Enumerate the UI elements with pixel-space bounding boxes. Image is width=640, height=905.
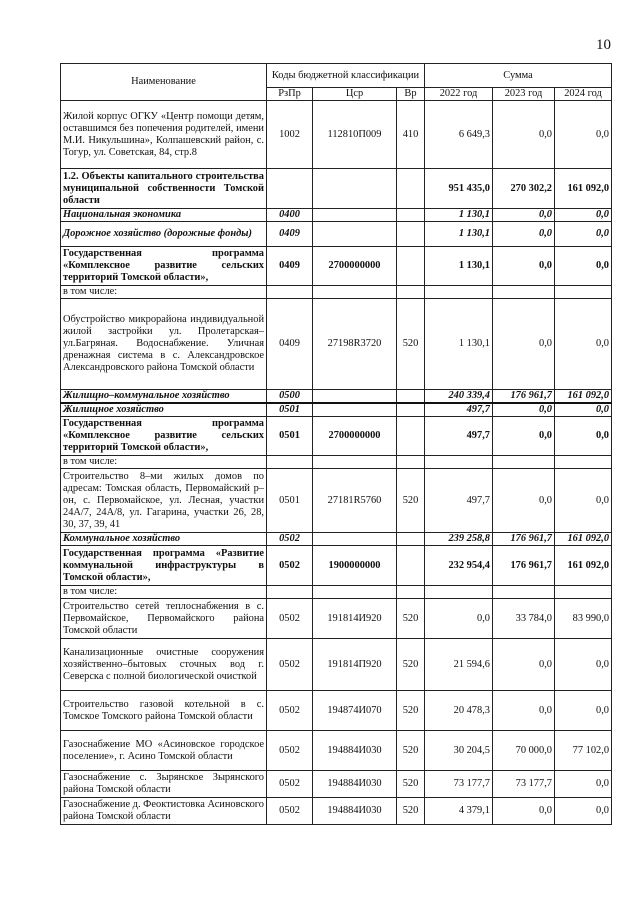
table-row — [61, 390, 612, 404]
cell-csr — [313, 403, 397, 417]
cell-rzpr: 0502 — [267, 798, 313, 825]
cell-csr: 2700000000 — [313, 247, 397, 286]
cell-vr: 410 — [397, 101, 425, 169]
cell-vr: 520 — [397, 731, 425, 771]
cell-2022: 0,0 — [425, 599, 493, 639]
cell-2022: 4 379,1 — [425, 798, 493, 825]
cell-rzpr: 0409 — [267, 222, 313, 247]
cell-rzpr: 0400 — [267, 209, 313, 222]
cell-2024: 161 092,0 — [555, 533, 612, 546]
cell-vr — [397, 586, 425, 599]
cell-csr: 1900000000 — [313, 546, 397, 586]
cell-name: Коммунальное хозяйство — [61, 533, 267, 546]
cell-2024: 83 990,0 — [555, 599, 612, 639]
table-row — [61, 286, 612, 299]
table-row — [61, 586, 612, 599]
cell-rzpr — [267, 456, 313, 469]
cell-name: Строительство газовой котельной в с. Томское Томского района Томской области — [61, 691, 267, 731]
cell-vr — [397, 417, 425, 456]
cell-2024: 77 102,0 — [555, 731, 612, 771]
cell-2023: 0,0 — [493, 222, 555, 247]
table-row — [61, 169, 612, 209]
cell-csr — [313, 390, 397, 404]
cell-name: в том числе: — [61, 456, 267, 469]
cell-name: Государственная программа «Комплексное развитие сельских территорий Томской области», — [61, 247, 267, 286]
cell-2023: 0,0 — [493, 299, 555, 390]
cell-2024: 0,0 — [555, 247, 612, 286]
cell-csr — [313, 222, 397, 247]
cell-2024: 161 092,0 — [555, 390, 612, 404]
cell-2023: 0,0 — [493, 247, 555, 286]
cell-2022: 497,7 — [425, 417, 493, 456]
header-csr: Цср — [313, 88, 397, 101]
table-row — [61, 101, 612, 169]
cell-2022: 6 649,3 — [425, 101, 493, 169]
cell-2023: 176 961,7 — [493, 390, 555, 404]
cell-csr: 27198R3720 — [313, 299, 397, 390]
cell-csr: 2700000000 — [313, 417, 397, 456]
cell-rzpr — [267, 286, 313, 299]
cell-name: Государственная программа «Комплексное развитие сельских территорий Томской области», — [61, 417, 267, 456]
table-row — [61, 403, 612, 417]
cell-name: Газоснабжение д. Феоктистовка Асиновского района Томской области — [61, 798, 267, 825]
cell-name: Национальная экономика — [61, 209, 267, 222]
cell-2023: 0,0 — [493, 209, 555, 222]
cell-csr: 191814П920 — [313, 639, 397, 691]
cell-2023: 176 961,7 — [493, 546, 555, 586]
cell-vr — [397, 247, 425, 286]
table-row — [61, 771, 612, 798]
cell-2022: 1 130,1 — [425, 247, 493, 286]
cell-csr — [313, 456, 397, 469]
cell-csr — [313, 209, 397, 222]
cell-2022: 73 177,7 — [425, 771, 493, 798]
cell-2023: 0,0 — [493, 417, 555, 456]
cell-csr — [313, 169, 397, 209]
cell-2023: 33 784,0 — [493, 599, 555, 639]
cell-2024 — [555, 456, 612, 469]
cell-rzpr: 0501 — [267, 403, 313, 417]
cell-2023: 176 961,7 — [493, 533, 555, 546]
page-number: 10 — [596, 37, 611, 53]
cell-2023: 270 302,2 — [493, 169, 555, 209]
cell-2022: 20 478,3 — [425, 691, 493, 731]
cell-name: Канализационные очистные сооружения хозяйственно–бытовых сточных вод г. Северска с полной биологической очисткой — [61, 639, 267, 691]
cell-2024: 0,0 — [555, 469, 612, 533]
cell-2023: 73 177,7 — [493, 771, 555, 798]
cell-vr — [397, 169, 425, 209]
table-row — [61, 599, 612, 639]
cell-vr: 520 — [397, 771, 425, 798]
cell-vr — [397, 403, 425, 417]
cell-2023 — [493, 586, 555, 599]
cell-2023: 0,0 — [493, 101, 555, 169]
cell-2022: 232 954,4 — [425, 546, 493, 586]
cell-2023: 0,0 — [493, 691, 555, 731]
cell-rzpr: 0502 — [267, 546, 313, 586]
cell-csr: 194884И030 — [313, 771, 397, 798]
cell-name: в том числе: — [61, 586, 267, 599]
table-row — [61, 247, 612, 286]
cell-rzpr: 0502 — [267, 731, 313, 771]
cell-2022: 239 258,8 — [425, 533, 493, 546]
cell-2024: 161 092,0 — [555, 169, 612, 209]
header-2023: 2023 год — [493, 88, 555, 101]
table-row — [61, 209, 612, 222]
table-row — [61, 417, 612, 456]
cell-2024: 0,0 — [555, 417, 612, 456]
cell-vr — [397, 209, 425, 222]
cell-name: Обустройство микрорайона индивидуальной жилой застройки ул. Пролетарская–ул.Багряная. Водоснабжение. Уличная дренажная система в с. Александровское Александровского района Томской области — [61, 299, 267, 390]
cell-vr: 520 — [397, 798, 425, 825]
cell-2023 — [493, 456, 555, 469]
cell-vr: 520 — [397, 639, 425, 691]
cell-rzpr: 0500 — [267, 390, 313, 404]
cell-2022: 497,7 — [425, 403, 493, 417]
table-row — [61, 546, 612, 586]
table-row — [61, 469, 612, 533]
cell-name: Газоснабжение с. Зырянское Зырянского района Томской области — [61, 771, 267, 798]
cell-rzpr: 0501 — [267, 417, 313, 456]
cell-2024: 0,0 — [555, 691, 612, 731]
cell-2022: 21 594,6 — [425, 639, 493, 691]
cell-name: 1.2. Объекты капитального строительства муниципальной собственности Томской области — [61, 169, 267, 209]
cell-csr: 27181R5760 — [313, 469, 397, 533]
cell-2022: 951 435,0 — [425, 169, 493, 209]
cell-2024: 0,0 — [555, 101, 612, 169]
cell-2024 — [555, 586, 612, 599]
header-vr: Вр — [397, 88, 425, 101]
cell-csr: 194884И030 — [313, 731, 397, 771]
cell-2022: 240 339,4 — [425, 390, 493, 404]
cell-rzpr: 1002 — [267, 101, 313, 169]
cell-name: Газоснабжение МО «Асиновское городское поселение», г. Асино Томской области — [61, 731, 267, 771]
cell-vr — [397, 286, 425, 299]
cell-name: Строительство сетей теплоснабжения в с. Первомайское, Первомайского района Томской области — [61, 599, 267, 639]
cell-rzpr: 0502 — [267, 771, 313, 798]
cell-csr: 191814И920 — [313, 599, 397, 639]
cell-rzpr: 0409 — [267, 247, 313, 286]
cell-vr: 520 — [397, 691, 425, 731]
cell-2023: 0,0 — [493, 403, 555, 417]
cell-2024: 0,0 — [555, 222, 612, 247]
cell-vr — [397, 456, 425, 469]
cell-2022: 1 130,1 — [425, 222, 493, 247]
header-2024: 2024 год — [555, 88, 612, 101]
header-codes: Коды бюджетной классификации — [267, 64, 425, 88]
cell-csr: 194884И030 — [313, 798, 397, 825]
cell-name: в том числе: — [61, 286, 267, 299]
cell-name: Строительство 8–ми жилых домов по адресам: Томская область, Первомайский р–он, с. Первомайское, ул. Лесная, участки 24А/7, 24А/8, ул. Гагарина, участки 26, 28, 30, 37, 39, 41 — [61, 469, 267, 533]
cell-vr — [397, 222, 425, 247]
cell-2023 — [493, 286, 555, 299]
table-row — [61, 691, 612, 731]
table-row — [61, 456, 612, 469]
cell-rzpr — [267, 586, 313, 599]
table-body — [61, 101, 612, 825]
cell-vr — [397, 390, 425, 404]
cell-2024 — [555, 286, 612, 299]
cell-name: Жилой корпус ОГКУ «Центр помощи детям, оставшимся без попечения родителей, имени М.И. Никульшина», Колпашевский район, с. Тогур, ул. Советская, 84, стр.8 — [61, 101, 267, 169]
cell-csr: 194874И070 — [313, 691, 397, 731]
cell-vr: 520 — [397, 299, 425, 390]
cell-2024: 0,0 — [555, 639, 612, 691]
cell-2023: 0,0 — [493, 469, 555, 533]
cell-2022 — [425, 456, 493, 469]
cell-rzpr: 0502 — [267, 533, 313, 546]
cell-2023: 0,0 — [493, 798, 555, 825]
table-row — [61, 798, 612, 825]
cell-rzpr: 0502 — [267, 691, 313, 731]
cell-2024: 0,0 — [555, 403, 612, 417]
cell-2022: 1 130,1 — [425, 299, 493, 390]
cell-vr — [397, 546, 425, 586]
cell-name: Жилищное хозяйство — [61, 403, 267, 417]
table-row — [61, 222, 612, 247]
cell-2024: 0,0 — [555, 798, 612, 825]
cell-2022 — [425, 586, 493, 599]
cell-rzpr: 0409 — [267, 299, 313, 390]
cell-2022 — [425, 286, 493, 299]
cell-rzpr: 0501 — [267, 469, 313, 533]
cell-csr — [313, 286, 397, 299]
cell-name: Жилищно–коммунальное хозяйство — [61, 390, 267, 404]
cell-rzpr — [267, 169, 313, 209]
cell-2024: 0,0 — [555, 299, 612, 390]
cell-vr — [397, 533, 425, 546]
cell-vr: 520 — [397, 469, 425, 533]
cell-2023: 70 000,0 — [493, 731, 555, 771]
cell-rzpr: 0502 — [267, 639, 313, 691]
budget-table — [60, 63, 612, 825]
cell-csr: 112810П009 — [313, 101, 397, 169]
cell-name: Государственная программа «Развитие коммунальной инфраструктуры в Томской области», — [61, 546, 267, 586]
cell-2022: 1 130,1 — [425, 209, 493, 222]
cell-csr — [313, 533, 397, 546]
table-header — [61, 64, 612, 101]
table-row — [61, 639, 612, 691]
header-rzpr: РзПр — [267, 88, 313, 101]
cell-2024: 0,0 — [555, 209, 612, 222]
cell-2022: 497,7 — [425, 469, 493, 533]
table-row — [61, 533, 612, 546]
table-row — [61, 731, 612, 771]
cell-rzpr: 0502 — [267, 599, 313, 639]
header-2022: 2022 год — [425, 88, 493, 101]
cell-name: Дорожное хозяйство (дорожные фонды) — [61, 222, 267, 247]
cell-2023: 0,0 — [493, 639, 555, 691]
cell-2024: 0,0 — [555, 771, 612, 798]
cell-csr — [313, 586, 397, 599]
header-name: Наименование — [61, 64, 267, 101]
table-row — [61, 299, 612, 390]
cell-vr: 520 — [397, 599, 425, 639]
cell-2024: 161 092,0 — [555, 546, 612, 586]
cell-2022: 30 204,5 — [425, 731, 493, 771]
header-sum: Сумма — [425, 64, 612, 88]
